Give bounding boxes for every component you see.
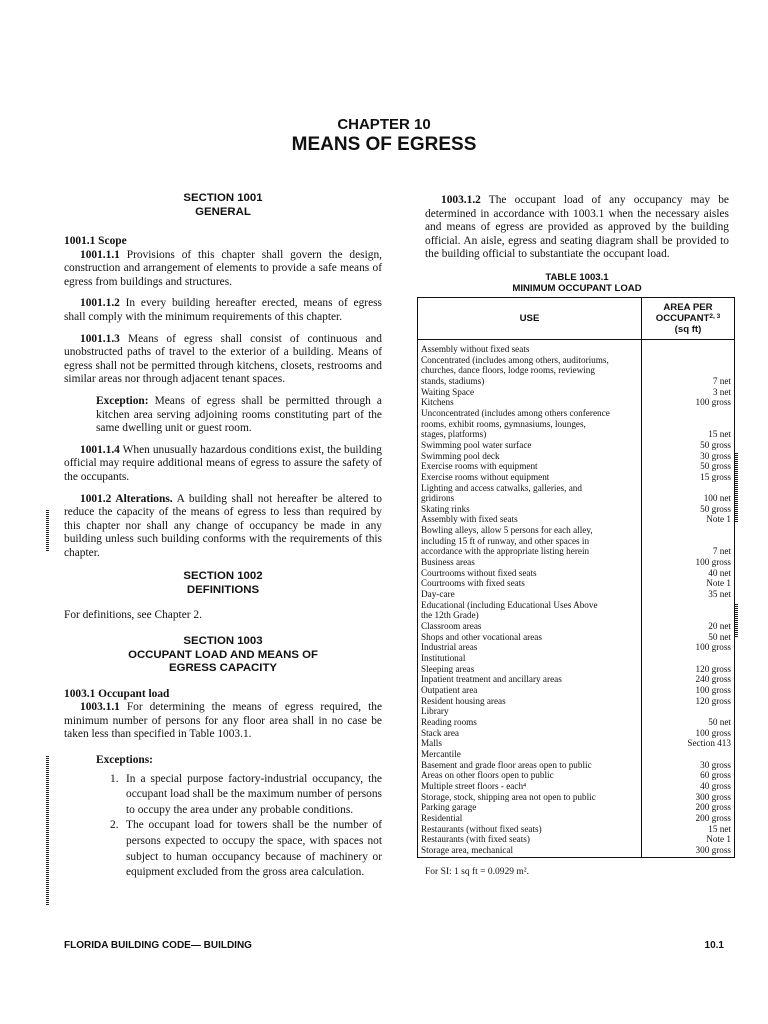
paragraph-1003-1-1: 1003.1.1 For determining the means of egress required, the minimum number of persons for any floor area shall in no case be taken less than specified in Table 1003.1. xyxy=(64,701,382,741)
area-cell: 20 net xyxy=(642,621,735,632)
table-row xyxy=(418,770,735,781)
area-cell: Note 1 xyxy=(642,514,735,525)
use-cell: Kitchens xyxy=(418,397,642,408)
use-cell: rooms, exhibit rooms, gymnasiums, lounges, xyxy=(418,419,642,430)
page-footer xyxy=(64,940,724,951)
area-cell xyxy=(642,355,735,366)
table-title: TABLE 1003.1 MINIMUM OCCUPANT LOAD xyxy=(512,271,642,295)
area-cell xyxy=(642,483,735,494)
use-cell: Outpatient area xyxy=(418,685,642,696)
table-row xyxy=(418,610,735,621)
area-cell: 100 gross xyxy=(642,685,735,696)
table-row xyxy=(418,664,735,675)
area-cell: 15 net xyxy=(642,824,735,835)
table-row xyxy=(418,685,735,696)
area-cell: 240 gross xyxy=(642,674,735,685)
area-cell: 15 net xyxy=(642,429,735,440)
table-row xyxy=(418,653,735,664)
use-cell: churches, dance floors, lodge rooms, reviewing xyxy=(418,365,642,376)
table-row xyxy=(418,632,735,643)
table-row xyxy=(418,717,735,728)
area-cell: 200 gross xyxy=(642,813,735,824)
area-cell: 50 net xyxy=(642,717,735,728)
table-row xyxy=(418,339,735,354)
area-cell: 100 net xyxy=(642,493,735,504)
use-cell: gridirons xyxy=(418,493,642,504)
table-row xyxy=(418,792,735,803)
area-cell: 100 gross xyxy=(642,557,735,568)
area-cell: 200 gross xyxy=(642,802,735,813)
use-cell: Unconcentrated (includes among others conference xyxy=(418,408,642,419)
exception-1001-1-3: Exception: Means of egress shall be permitted through a kitchen area serving adjoining rooms constituting part of the same dwelling unit or guest room. xyxy=(96,394,382,435)
table-row xyxy=(418,824,735,835)
use-cell: Mercantile xyxy=(418,749,642,760)
section-1002-heading: SECTION 1002 DEFINITIONS xyxy=(183,570,263,596)
table-row xyxy=(418,504,735,515)
table-row xyxy=(418,483,735,494)
table-row xyxy=(418,749,735,760)
use-cell: Sleeping areas xyxy=(418,664,642,675)
use-cell: the 12th Grade) xyxy=(418,610,642,621)
table-row xyxy=(418,397,735,408)
area-cell: 40 net xyxy=(642,568,735,579)
table-row xyxy=(418,578,735,589)
paragraph-1001-1-1: 1001.1.1 Provisions of this chapter shall govern the design, construction and arrangement of elements to provide a safe means of egress from buildings and structures. xyxy=(64,248,382,288)
table-row xyxy=(418,451,735,462)
page-number: 10.1 xyxy=(704,940,724,951)
area-cell xyxy=(642,653,735,664)
area-cell: Note 1 xyxy=(642,578,735,589)
section-1003-heading: SECTION 1003 OCCUPANT LOAD AND MEANS OF EGRESS CAPACITY xyxy=(128,635,318,675)
revision-bar xyxy=(46,756,49,906)
use-cell: Stack area xyxy=(418,728,642,739)
table-row xyxy=(418,802,735,813)
table-row xyxy=(418,760,735,771)
paragraph-1001-2: 1001.2 Alterations. A building shall not hereafter be altered to reduce the capacity of the means of egress to less than required by this chapter nor shall any change of occupancy be made in any building unless such building conforms with the requirements of this chapter. xyxy=(64,492,382,559)
area-cell: 300 gross xyxy=(642,792,735,803)
use-cell: Assembly with fixed seats xyxy=(418,514,642,525)
use-cell: Day-care xyxy=(418,589,642,600)
table-row xyxy=(418,696,735,707)
table-row xyxy=(418,781,735,792)
footer-title: FLORIDA BUILDING CODE— BUILDING xyxy=(64,940,252,951)
area-cell: 50 gross xyxy=(642,461,735,472)
use-cell: Reading rooms xyxy=(418,717,642,728)
use-cell: Shops and other vocational areas xyxy=(418,632,642,643)
chapter-number: CHAPTER 10 xyxy=(337,116,431,133)
use-cell: Exercise rooms with equipment xyxy=(418,461,642,472)
exceptions-list xyxy=(64,772,382,881)
table-row xyxy=(418,738,735,749)
use-cell: Library xyxy=(418,706,642,717)
area-cell xyxy=(642,749,735,760)
area-cell: 120 gross xyxy=(642,664,735,675)
use-cell: Exercise rooms without equipment xyxy=(418,472,642,483)
area-cell: 300 gross xyxy=(642,845,735,858)
use-cell: Industrial areas xyxy=(418,642,642,653)
table-row xyxy=(418,525,735,536)
table-row xyxy=(418,557,735,568)
area-cell xyxy=(642,536,735,547)
exception-item: 2. The occupant load for towers shall be the number of persons expected to occupy the space, with spaces not subject to human occupancy because of machinery or equipment excluded from the gross area calculation. xyxy=(110,819,382,879)
table-row xyxy=(418,461,735,472)
chapter-title: MEANS OF EGRESS xyxy=(291,134,477,155)
revision-bar xyxy=(46,510,49,552)
area-cell: 3 net xyxy=(642,387,735,398)
use-cell: Skating rinks xyxy=(418,504,642,515)
table-row xyxy=(418,845,735,858)
area-cell xyxy=(642,600,735,611)
use-cell: including 15 ft of runway, and other spaces in xyxy=(418,536,642,547)
column-header-use: USE xyxy=(418,297,642,339)
table-row xyxy=(418,472,735,483)
table-row xyxy=(418,706,735,717)
area-cell: 50 net xyxy=(642,632,735,643)
area-cell: 40 gross xyxy=(642,781,735,792)
area-cell xyxy=(642,706,735,717)
exceptions-label: Exceptions: xyxy=(96,753,153,766)
table-row xyxy=(418,419,735,430)
use-cell: Parking garage xyxy=(418,802,642,813)
area-cell: 50 gross xyxy=(642,440,735,451)
area-cell xyxy=(642,365,735,376)
table-row xyxy=(418,642,735,653)
area-cell: 30 gross xyxy=(642,451,735,462)
use-cell: Storage area, mechanical xyxy=(418,845,642,858)
use-cell: accordance with the appropriate listing herein xyxy=(418,546,642,557)
use-cell: Swimming pool water surface xyxy=(418,440,642,451)
left-column xyxy=(64,192,382,881)
area-cell xyxy=(642,525,735,536)
area-cell xyxy=(642,408,735,419)
area-cell: 120 gross xyxy=(642,696,735,707)
occupant-load-title: 1003.1 Occupant load xyxy=(64,687,170,700)
table-row xyxy=(418,429,735,440)
area-cell xyxy=(642,610,735,621)
table-row xyxy=(418,674,735,685)
table-row xyxy=(418,546,735,557)
use-cell: Waiting Space xyxy=(418,387,642,398)
use-cell: Lighting and access catwalks, galleries, and xyxy=(418,483,642,494)
table-row xyxy=(418,813,735,824)
chapter-header xyxy=(0,116,768,156)
use-cell: Multiple street floors - each⁴ xyxy=(418,781,642,792)
area-cell: 30 gross xyxy=(642,760,735,771)
use-cell: Assembly without fixed seats xyxy=(418,339,642,354)
use-cell: Storage, stock, shipping area not open to public xyxy=(418,792,642,803)
area-cell: 100 gross xyxy=(642,728,735,739)
use-cell: Basement and grade floor areas open to public xyxy=(418,760,642,771)
table-row xyxy=(418,621,735,632)
area-cell xyxy=(642,339,735,354)
use-cell: Restaurants (with fixed seats) xyxy=(418,834,642,845)
revision-bar xyxy=(735,453,738,523)
area-cell: 7 net xyxy=(642,376,735,387)
use-cell: stages, platforms) xyxy=(418,429,642,440)
table-footnote: For SI: 1 sq ft = 0.0929 m². xyxy=(425,867,530,878)
use-cell: Concentrated (includes among others, auditoriums, xyxy=(418,355,642,366)
use-cell: Classroom areas xyxy=(418,621,642,632)
area-cell: 50 gross xyxy=(642,504,735,515)
table-row xyxy=(418,355,735,366)
use-cell: Resident housing areas xyxy=(418,696,642,707)
scope-title: 1001.1 Scope xyxy=(64,235,127,247)
table-row xyxy=(418,493,735,504)
use-cell: Business areas xyxy=(418,557,642,568)
column-header-area: AREA PER OCCUPANT$^{2, 3}$ (sq ft) xyxy=(642,297,735,339)
use-cell: Inpatient treatment and ancillary areas xyxy=(418,674,642,685)
table-row xyxy=(418,600,735,611)
table-row xyxy=(418,536,735,547)
area-cell: 100 gross xyxy=(642,397,735,408)
right-column xyxy=(421,194,731,880)
table-row xyxy=(418,589,735,600)
use-cell: Malls xyxy=(418,738,642,749)
table-row xyxy=(418,834,735,845)
use-cell: Educational (including Educational Uses Above xyxy=(418,600,642,611)
paragraph-1001-1-4: 1001.1.4 When unusually hazardous conditions exist, the building official may require additional means of egress to assure the safety of the occupants. xyxy=(64,443,382,483)
use-cell: Courtrooms with fixed seats xyxy=(418,578,642,589)
table-row xyxy=(418,514,735,525)
use-cell: Restaurants (without fixed seats) xyxy=(418,824,642,835)
table-row xyxy=(418,387,735,398)
use-cell: Residential xyxy=(418,813,642,824)
exception-item: 1. In a special purpose factory-industrial occupancy, the occupant load shall be the maximum number of persons to occupy the area under any probable conditions. xyxy=(110,772,382,816)
area-cell: 60 gross xyxy=(642,770,735,781)
area-cell xyxy=(642,419,735,430)
area-cell: 35 net xyxy=(642,589,735,600)
area-cell: 7 net xyxy=(642,546,735,557)
paragraph-1001-1-2: 1001.1.2 In every building hereafter erected, means of egress shall comply with the minimum requirements of this chapter. xyxy=(64,297,382,323)
area-cell: 100 gross xyxy=(642,642,735,653)
use-cell: Institutional xyxy=(418,653,642,664)
occupant-load-table xyxy=(417,297,735,859)
table-body xyxy=(418,339,735,858)
use-cell: Courtrooms without fixed seats xyxy=(418,568,642,579)
use-cell: stands, stadiums) xyxy=(418,376,642,387)
paragraph-1001-1-3: 1001.1.3 Means of egress shall consist of continuous and unobstructed paths of travel to the exterior of a building. Means of egress shall not be permitted through kitchens, closets, restrooms and similar areas nor through adjacent tenant spaces. xyxy=(64,332,382,386)
table-row xyxy=(418,365,735,376)
table-row xyxy=(418,568,735,579)
area-cell: Note 1 xyxy=(642,834,735,845)
use-cell: Areas on other floors open to public xyxy=(418,770,642,781)
use-cell: Bowling alleys, allow 5 persons for each alley, xyxy=(418,525,642,536)
revision-bar xyxy=(735,604,738,638)
table-row xyxy=(418,376,735,387)
area-cell: 15 gross xyxy=(642,472,735,483)
area-cell: Section 413 xyxy=(642,738,735,749)
use-cell: Swimming pool deck xyxy=(418,451,642,462)
section-1001-heading: SECTION 1001 GENERAL xyxy=(183,192,263,218)
table-row xyxy=(418,440,735,451)
definitions-text: For definitions, see Chapter 2. xyxy=(64,609,202,622)
table-row xyxy=(418,408,735,419)
paragraph-1003-1-2: 1003.1.2 The occupant load of any occupancy may be determined in accordance with 1003.1 when the necessary aisles and means of egress are provided as approved by the building official. An aisle, egress and seating diagram shall be provided to the building official to substantiate the occupant load. xyxy=(425,194,729,261)
table-row xyxy=(418,728,735,739)
